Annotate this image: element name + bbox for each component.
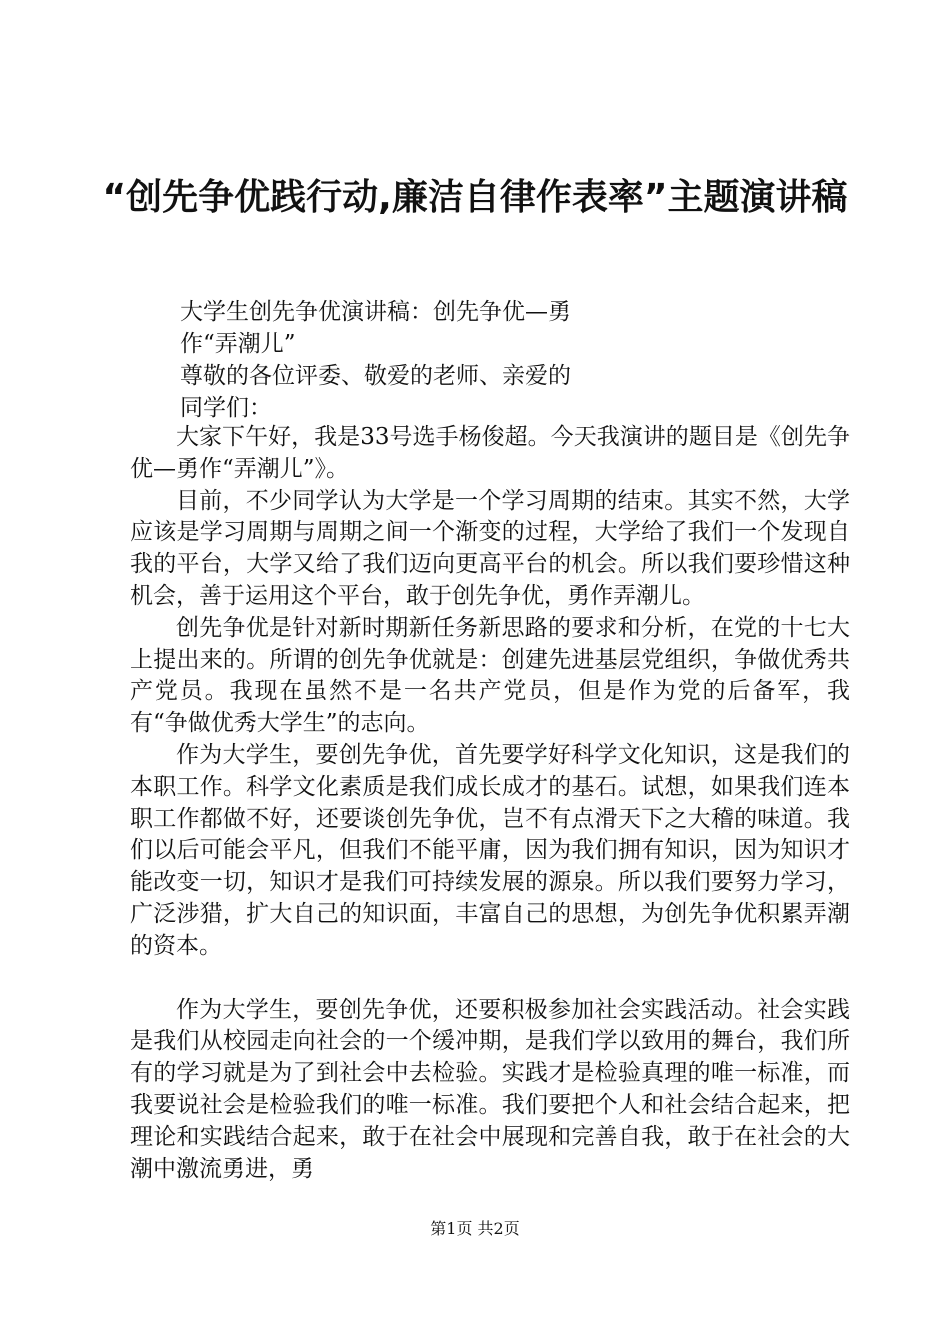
paragraph: 目前，不少同学认为大学是一个学习周期的结束。其实不然，大学应该是学习周期与周期之间一个渐变的过程，大学给了我们一个发现自我的平台，大学又给了我们迈向更高平台的机会。所以我们要珍惜这种机会，善于运用这个平台，敢于创先争优，勇作弄潮儿。 xyxy=(130,487,850,609)
intro-block xyxy=(180,296,660,424)
paragraph: 创先争优是针对新时期新任务新思路的要求和分析，在党的十七大上提出来的。所谓的创先争优就是：创建先进基层党组织，争做优秀共产党员。我现在虽然不是一名共产党员，但是作为党的后备军，我有“争做优秀大学生”的志向。 xyxy=(130,614,850,737)
intro-line: 大学生创先争优演讲稿：创先争优—勇 xyxy=(180,299,571,325)
intro-line: 同学们： xyxy=(180,395,272,421)
paragraph: 作为大学生，要创先争优，还要积极参加社会实践活动。社会实践是我们从校园走向社会的一个缓冲期，是我们学以致用的舞台，我们所有的学习就是为了到社会中去检验。实践才是检验真理的唯一标准，而我要说社会是检验我们的唯一标准。我们要把个人和社会结合起来，把理论和实践结合起来，敢于在社会中展现和完善自我，敢于在社会的大潮中激流勇进，勇 xyxy=(130,996,850,1182)
document-body xyxy=(130,422,850,1185)
intro-line: 尊敬的各位评委、敬爱的老师、亲爱的 xyxy=(180,363,571,389)
document-title: “创先争优践行动,廉洁自律作表率”主题演讲稿 xyxy=(102,177,848,218)
paragraph: 大家下午好，我是33号选手杨俊超。今天我演讲的题目是《创先争优—勇作“弄潮儿”》。 xyxy=(130,424,850,482)
paragraph: 作为大学生，要创先争优，首先要学好科学文化知识，这是我们的本职工作。科学文化素质是我们成长成才的基石。试想，如果我们连本职工作都做不好，还要谈创先争优，岂不有点滑天下之大稽的味道。我们以后可能会平凡，但我们不能平庸，因为我们拥有知识，因为知识才能改变一切，知识才是我们可持续发展的源泉。所以我们要努力学习，广泛涉猎，扩大自己的知识面，丰富自己的思想，为创先争优积累弄潮的资本。 xyxy=(130,741,850,959)
intro-line: 作“弄潮儿” xyxy=(180,331,296,357)
page-footer: 第1页 共2页 xyxy=(430,1219,520,1238)
